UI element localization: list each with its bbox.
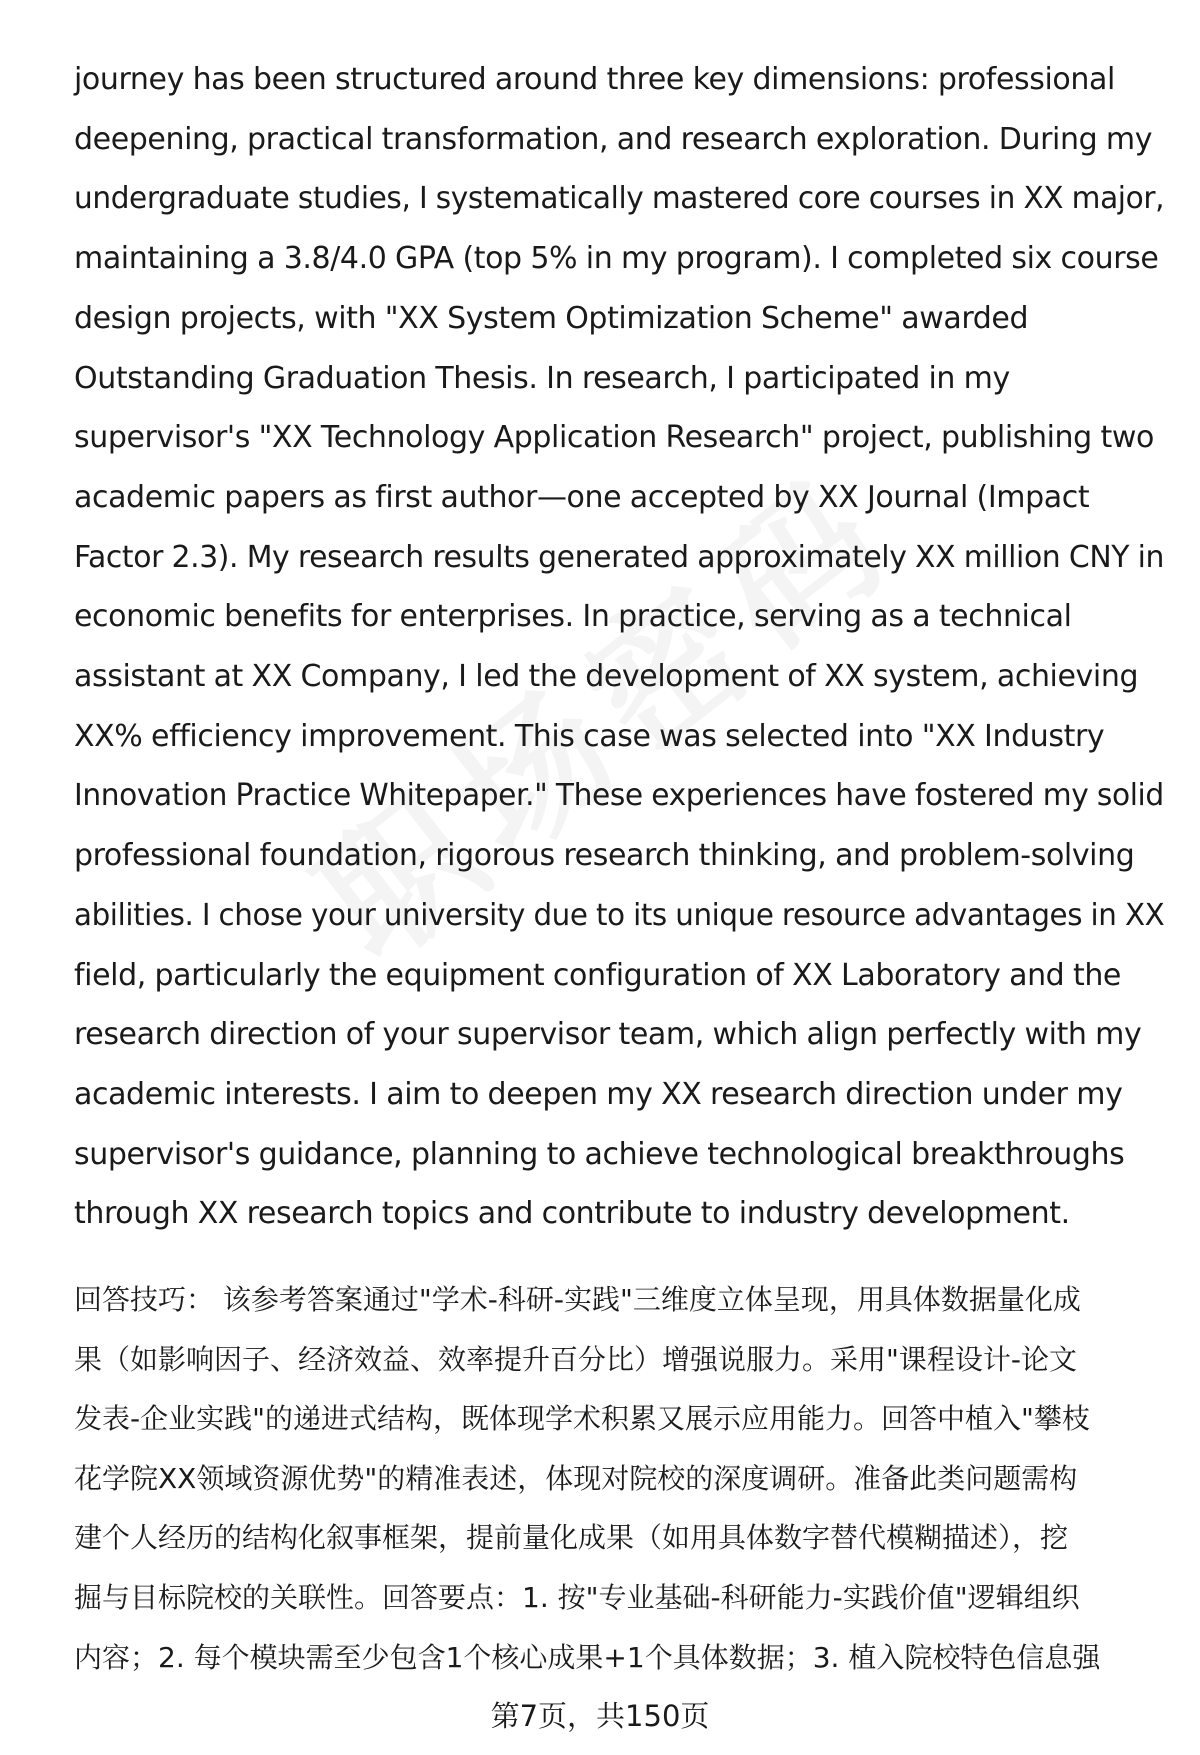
essay-line: Innovation Practice Whitepaper." These experiences have fostered my solid [74, 778, 1164, 814]
essay-line: abilities. I chose your university due to its unique resource advantages in XX [74, 897, 1165, 933]
essay-line: Outstanding Graduation Thesis. In research, I participated in my [74, 360, 1010, 396]
essay-line: through XX research topics and contribute to industry development. [74, 1196, 1070, 1232]
essay-line: economic benefits for enterprises. In practice, serving as a technical [74, 599, 1072, 635]
tips-line: 掘与目标院校的关联性。回答要点：1. 按"专业基础-科研能力-实践价值"逻辑组织 [74, 1580, 1080, 1614]
essay-line: academic papers as first author—one accepted by XX Journal (Impact [74, 479, 1090, 515]
essay-line: journey has been structured around three key dimensions: professional [74, 62, 1115, 97]
tips-line: 花学院XX领域资源优势"的精准表述，体现对院校的深度调研。准备此类问题需构 [74, 1461, 1078, 1495]
tips-line: 发表-企业实践"的递进式结构，既体现学术积累又展示应用能力。回答中植入"攀枝 [74, 1402, 1090, 1436]
tips-line: 建个人经历的结构化叙事框架，提前量化成果（如用具体数字替代模糊描述），挖 [74, 1521, 1069, 1555]
essay-line: Factor 2.3). My research results generated approximately XX million CNY in [74, 539, 1165, 575]
tips-line: 果（如影响因子、经济效益、效率提升百分比）增强说服力。采用"课程设计-论文 [74, 1342, 1077, 1376]
page-number: 第7页，共150页 [490, 1699, 710, 1733]
essay-line: undergraduate studies, I systematically mastered core courses in XX major, [74, 181, 1165, 217]
essay-line: professional foundation, rigorous research thinking, and problem-solving [74, 838, 1135, 874]
essay-line: supervisor's guidance, planning to achieve technological breakthroughs [74, 1136, 1125, 1172]
answer-tips-paragraph [74, 1270, 1164, 1687]
tips-line: 回答技巧： 该参考答案通过"学术-科研-实践"三维度立体呈现，用具体数据量化成 [74, 1283, 1081, 1316]
essay-line: maintaining a 3.8/4.0 GPA (top 5% in my program). I completed six course [74, 241, 1159, 277]
essay-line: assistant at XX Company, I led the development of XX system, achieving [74, 659, 1139, 695]
essay-line: deepening, practical transformation, and research exploration. During my [74, 121, 1153, 157]
essay-line: academic interests. I aim to deepen my XX research direction under my [74, 1076, 1123, 1112]
essay-line: field, particularly the equipment configuration of XX Laboratory and the [74, 957, 1121, 993]
essay-line: design projects, with "XX System Optimization Scheme" awarded [74, 300, 1029, 336]
essay-line: XX% efficiency improvement. This case was selected into "XX Industry [74, 718, 1105, 754]
tips-line: 内容；2. 每个模块需至少包含1个核心成果+1个具体数据；3. 植入院校特色信息强 [74, 1640, 1101, 1674]
essay-paragraph [74, 50, 1164, 1244]
essay-line: research direction of your supervisor team, which align perfectly with my [74, 1017, 1142, 1053]
essay-line: supervisor's "XX Technology Application Research" project, publishing two [74, 420, 1154, 456]
